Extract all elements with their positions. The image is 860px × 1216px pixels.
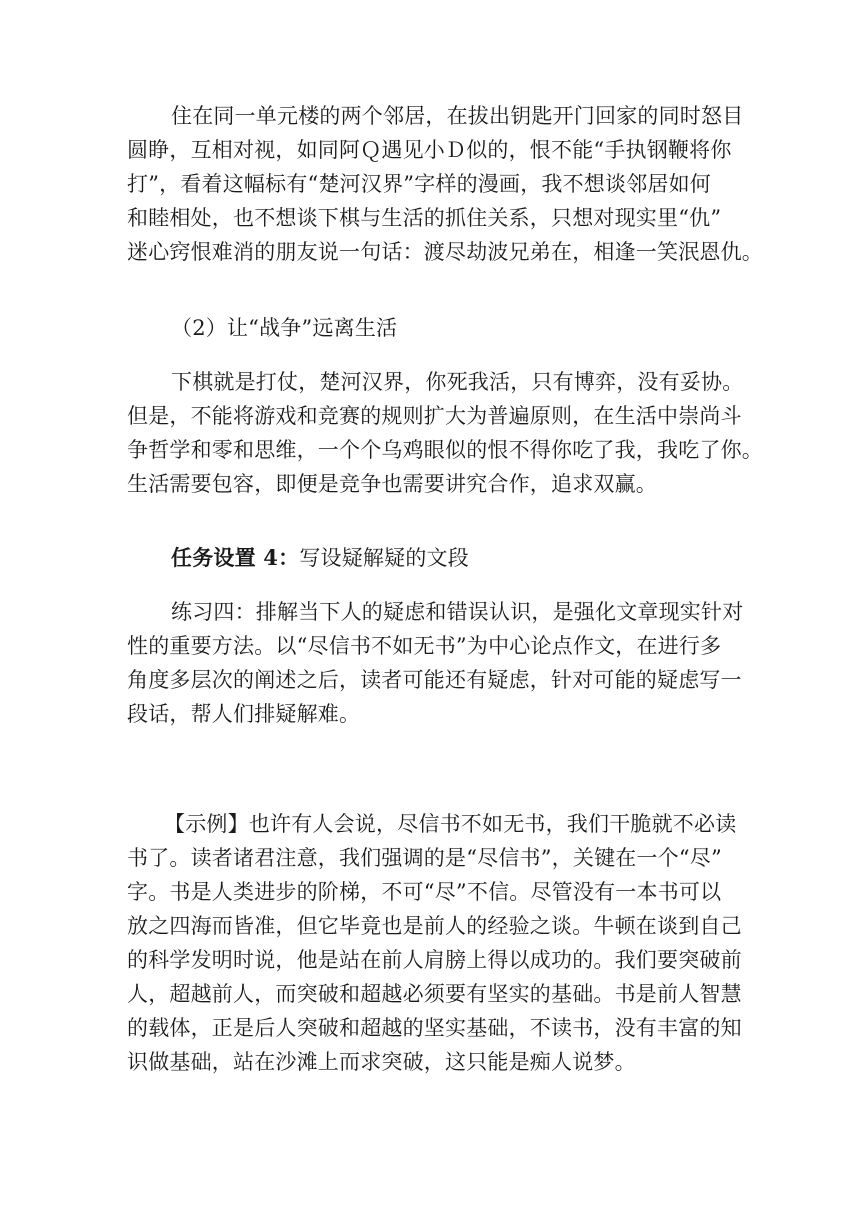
paragraph-neighbors: [127, 99, 763, 269]
text-line: 争哲学和零和思维，一个个乌鸡眼似的恨不得你吃了我，我吃了你。: [127, 438, 763, 462]
text-line: 练习四：排解当下人的疑虑和错误认识，是强化文章现实针对: [171, 600, 744, 624]
text-line: 角度多层次的阐述之后，读者可能还有疑虑，针对可能的疑虑写一: [127, 668, 742, 692]
text-line: 字。书是人类进步的阶梯，不可“尽”不信。尽管没有一本书可以: [127, 880, 722, 904]
text-line: 打”，看着这幅标有“楚河汉界”字样的漫画，我不想谈邻居如何: [127, 172, 712, 196]
text-line: 书了。读者诸君注意，我们强调的是“尽信书”，关键在一个“尽”: [127, 846, 722, 870]
text-line: 生活需要包容，即便是竞争也需要讲究合作，追求双赢。: [127, 472, 657, 496]
text-line: 但是，不能将游戏和竞赛的规则扩大为普遍原则，在生活中崇尚斗: [127, 404, 742, 428]
paragraph-exercise-four: [127, 595, 751, 731]
task-title: 写设疑解疑的文段: [299, 546, 469, 570]
text-line: 段话，帮人们排疑解难。: [127, 702, 361, 726]
task-label: 任务设置 4：: [171, 545, 300, 570]
text-line: 识做基础，站在沙滩上而求突破，这只能是痴人说梦。: [127, 1050, 636, 1074]
text-line: 的载体，正是后人突破和超越的坚实基础，不读书，没有丰富的知: [127, 1016, 742, 1040]
text-line: [171, 541, 751, 575]
text-line: 性的重要方法。以“尽信书不如无书”为中心论点作文，在进行多: [127, 634, 722, 658]
task-heading: [171, 541, 751, 575]
text-line: 和睦相处，也不想谈下棋与生活的抓住关系，只想对现实里“仇”: [127, 206, 722, 230]
text-line: 的科学发明时说，他是站在前人肩膀上得以成功的。我们要突破前: [127, 948, 742, 972]
paragraph-chess-war: [127, 365, 763, 501]
text-line: 迷心窍恨难消的朋友说一句话：渡尽劫波兄弟在，相逢一笑泯恩仇。: [127, 240, 763, 264]
text-line: 放之四海而皆准，但它毕竟也是前人的经验之谈。牛顿在谈到自己: [127, 914, 742, 938]
text-line: 圆睁，互相对视，如同阿Ｑ遇见小Ｄ似的，恨不能“手执钢鞭将你: [127, 138, 732, 162]
text-line: 人，超越前人，而突破和超越必须要有坚实的基础。书是前人智慧: [127, 982, 742, 1006]
paragraph-example: [127, 807, 751, 1079]
text-line: （2）让“战争”远离生活: [171, 316, 398, 340]
subheading-war-away: [171, 311, 751, 345]
text-line: 【示例】也许有人会说，尽信书不如无书，我们干脆就不必读: [164, 812, 737, 836]
text-line: 住在同一单元楼的两个邻居，在拔出钥匙开门回家的同时怒目: [171, 104, 744, 128]
text-line: 下棋就是打仗，楚河汉界，你死我活，只有博弈，没有妥协。: [171, 370, 744, 394]
